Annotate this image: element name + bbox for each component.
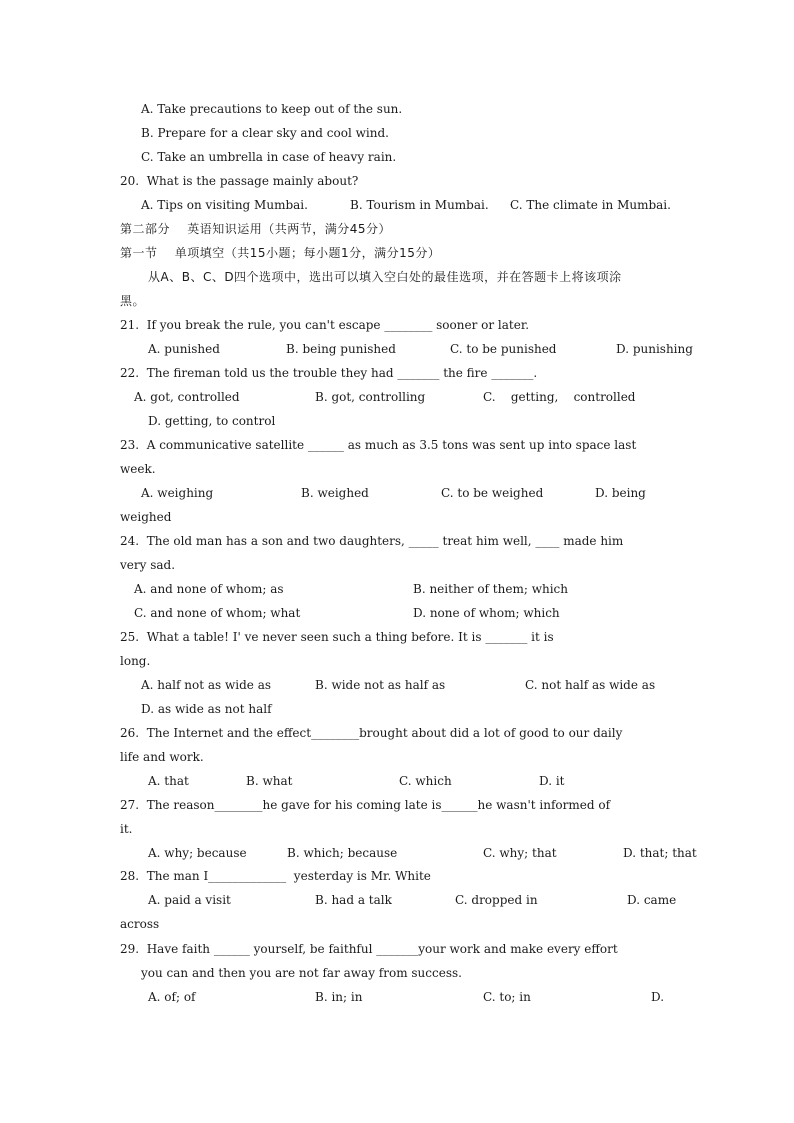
q20-option-c: C. The climate in Mumbai. <box>510 198 671 212</box>
instructions: 从A、B、C、D四个选项中，选出可以填入空白处的最佳选项，并在答题卡上将该项涂 <box>148 270 622 284</box>
q27-option-b: B. which; because <box>287 846 398 860</box>
q27-stem-cont: it. <box>120 822 133 836</box>
q19-option-a: A. Take precautions to keep out of the sun. <box>141 102 403 116</box>
q24-stem-cont: very sad. <box>120 558 176 572</box>
q24-stem: 24. The old man has a son and two daughters, _____ treat him well, ____ made him <box>120 534 624 548</box>
q29-option-a: A. of; of <box>148 990 196 1004</box>
q21-stem: 21. If you break the rule, you can't escape ________ sooner or later. <box>120 318 530 332</box>
q28-option-a: A. paid a visit <box>148 893 231 907</box>
q21-option-a: A. punished <box>148 342 220 356</box>
q24-option-d: D. none of whom; which <box>413 606 560 620</box>
q23-stem: 23. A communicative satellite ______ as much as 3.5 tons was sent up into space last <box>120 438 637 452</box>
q25-option-a: A. half not as wide as <box>141 678 272 692</box>
q28-option-b: B. had a talk <box>315 893 392 907</box>
q21-option-d: D. punishing <box>616 342 693 356</box>
section-heading-part2: 第二部分 英语知识运用（共两节，满分45分） <box>120 222 392 236</box>
q22-option-a: A. got, controlled <box>134 390 240 404</box>
q20-option-b: B. Tourism in Mumbai. <box>350 198 489 212</box>
q22-stem: 22. The fireman told us the trouble they had _______ the fire _______. <box>120 366 538 380</box>
q23-option-b: B. weighed <box>301 486 369 500</box>
q29-stem-cont: you can and then you are not far away from success. <box>141 966 462 980</box>
q20-option-a: A. Tips on visiting Mumbai. <box>141 198 308 212</box>
q26-option-d: D. it <box>539 774 565 788</box>
q26-option-c: C. which <box>399 774 452 788</box>
instructions-cont: 黑。 <box>120 294 146 308</box>
q25-option-b: B. wide not as half as <box>315 678 446 692</box>
q20-stem: 20. What is the passage mainly about? <box>120 174 359 188</box>
q27-option-a: A. why; because <box>148 846 247 860</box>
q25-stem: 25. What a table! I' ve never seen such a thing before. It is _______ it is <box>120 630 554 644</box>
q25-stem-cont: long. <box>120 654 151 668</box>
q29-option-d: D. <box>651 990 665 1004</box>
q23-option-d-cont: weighed <box>120 510 172 524</box>
q21-option-c: C. to be punished <box>450 342 557 356</box>
section-heading-part1: 第一节 单项填空（共15小题；每小题1分，满分15分） <box>120 246 441 260</box>
q23-option-d: D. being <box>595 486 646 500</box>
q26-option-b: B. what <box>246 774 293 788</box>
q23-option-a: A. weighing <box>141 486 214 500</box>
q25-option-d: D. as wide as not half <box>141 702 272 716</box>
q24-option-a: A. and none of whom; as <box>134 582 284 596</box>
q21-option-b: B. being punished <box>286 342 396 356</box>
q28-stem: 28. The man I_____________ yesterday is Mr. White <box>120 869 431 883</box>
q23-stem-cont: week. <box>120 462 156 476</box>
q28-option-d-cont: across <box>120 917 160 931</box>
q23-option-c: C. to be weighed <box>441 486 544 500</box>
q26-stem: 26. The Internet and the effect________brought about did a lot of good to our daily <box>120 726 623 740</box>
q28-option-c: C. dropped in <box>455 893 538 907</box>
q22-option-c: C. getting, controlled <box>483 390 636 404</box>
q29-option-c: C. to; in <box>483 990 531 1004</box>
q29-stem: 29. Have faith ______ yourself, be faithful _______your work and make every effort <box>120 942 618 956</box>
q26-stem-cont: life and work. <box>120 750 204 764</box>
q27-option-d: D. that; that <box>623 846 697 860</box>
q22-option-d: D. getting, to control <box>148 414 276 428</box>
q28-option-d: D. came <box>627 893 677 907</box>
q27-stem: 27. The reason________he gave for his coming late is______he wasn't informed of <box>120 798 611 812</box>
q26-option-a: A. that <box>148 774 189 788</box>
q25-option-c: C. not half as wide as <box>525 678 656 692</box>
q19-option-c: C. Take an umbrella in case of heavy rain. <box>141 150 397 164</box>
q29-option-b: B. in; in <box>315 990 363 1004</box>
q24-option-c: C. and none of whom; what <box>134 606 301 620</box>
q19-option-b: B. Prepare for a clear sky and cool wind. <box>141 126 389 140</box>
q22-option-b: B. got, controlling <box>315 390 426 404</box>
q27-option-c: C. why; that <box>483 846 557 860</box>
q24-option-b: B. neither of them; which <box>413 582 568 596</box>
